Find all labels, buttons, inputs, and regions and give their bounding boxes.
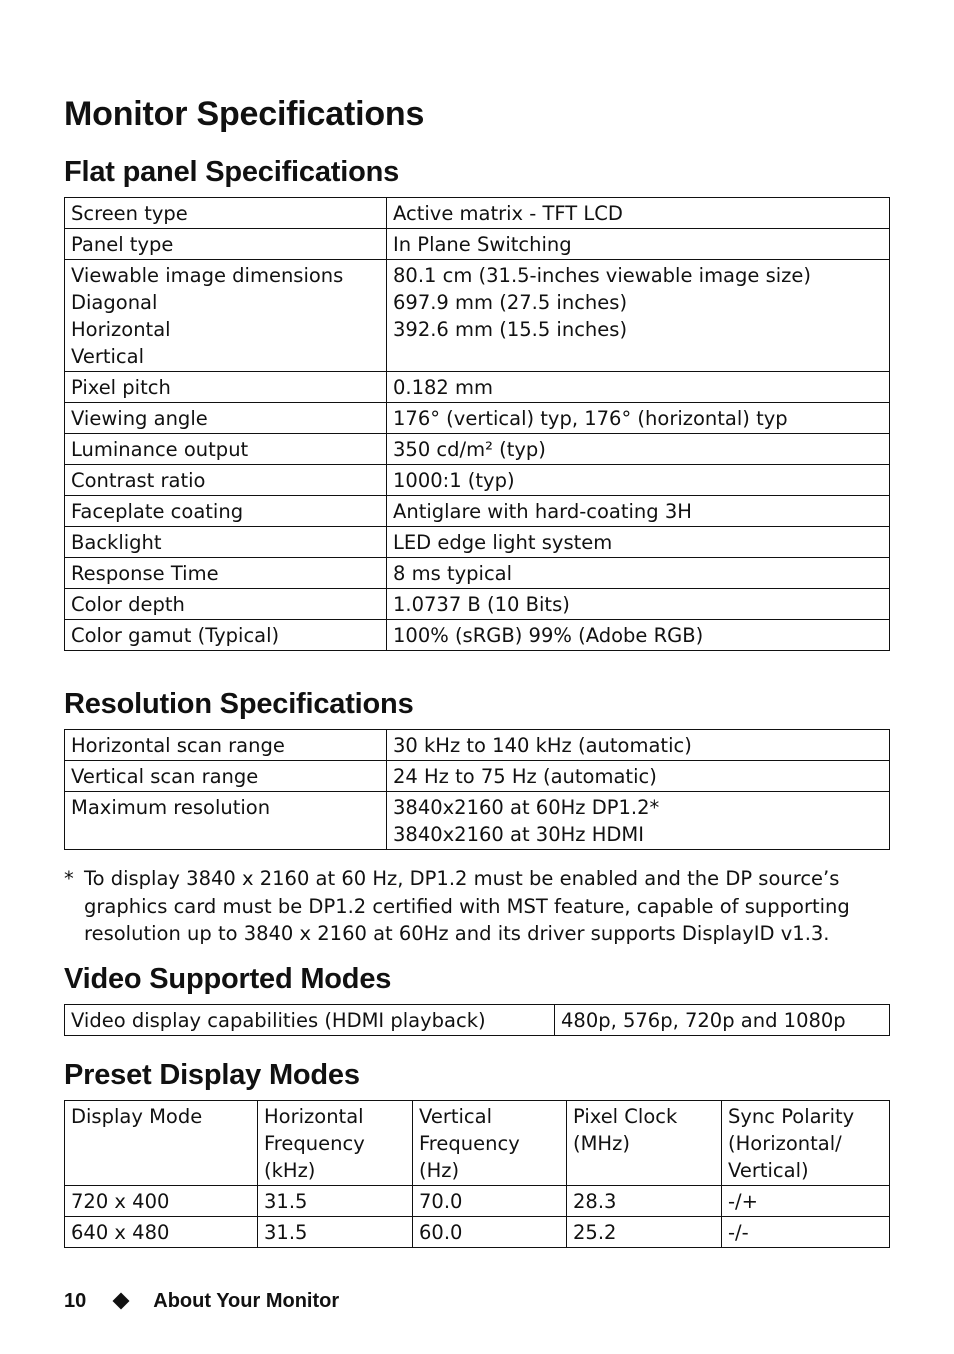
cell-text: (Horizontal/ — [728, 1132, 842, 1155]
spec-value-cell — [387, 792, 890, 850]
page-title: Monitor Specifications — [64, 95, 425, 133]
cell-text: Horizontal scan range — [71, 734, 285, 757]
footnote-line: graphics card must be DP1.2 certified with MST feature, capable of supporting — [84, 894, 850, 918]
cell-text: Frequency — [264, 1132, 365, 1155]
spec-label-cell — [65, 229, 387, 260]
table-cell: -/+ — [722, 1186, 890, 1217]
table-cell: -/- — [722, 1217, 890, 1248]
table-row — [65, 761, 890, 792]
spec-value-cell — [555, 1005, 890, 1036]
table-row — [65, 372, 890, 403]
spec-value-cell — [387, 527, 890, 558]
cell-text: 24 Hz to 75 Hz (automatic) — [393, 765, 657, 788]
cell-text: 8 ms typical — [393, 562, 513, 585]
table-row — [65, 620, 890, 651]
table-row — [65, 403, 890, 434]
table-cell: 31.5 — [258, 1217, 413, 1248]
spec-label-cell — [65, 558, 387, 589]
spec-value-cell — [387, 496, 890, 527]
cell-text: Color gamut (Typical) — [71, 624, 280, 647]
cell-text: 1000:1 (typ) — [393, 469, 515, 492]
spec-label-cell — [65, 527, 387, 558]
table-row — [65, 589, 890, 620]
resolution-heading: Resolution Specifications — [64, 688, 414, 720]
cell-text: Panel type — [71, 233, 174, 256]
table-cell: 28.3 — [567, 1186, 722, 1217]
cell-text: Faceplate coating — [71, 500, 244, 523]
spec-label-cell — [65, 730, 387, 761]
table-cell: 720 x 400 — [65, 1186, 258, 1217]
cell-text: Vertical — [419, 1105, 492, 1128]
spec-label-cell — [65, 198, 387, 229]
resolution-footnote — [64, 865, 894, 948]
footnote-line: resolution up to 3840 x 2160 at 60Hz and its driver supports DisplayID v1.3. — [84, 922, 830, 945]
cell-text: Viewable image dimensions — [71, 264, 344, 287]
table-row — [65, 527, 890, 558]
table-row — [65, 434, 890, 465]
cell-text: Vertical) — [728, 1159, 809, 1182]
flat-panel-table — [64, 197, 890, 651]
table-row — [65, 229, 890, 260]
spec-value-cell — [387, 229, 890, 260]
cell-text: Video display capabilities (HDMI playback) — [71, 1009, 486, 1032]
cell-text: 392.6 mm (15.5 inches) — [393, 318, 628, 341]
cell-text: Vertical — [71, 345, 144, 368]
cell-text: Contrast ratio — [71, 469, 206, 492]
cell-text: Horizontal — [71, 318, 171, 341]
cell-text: Active matrix - TFT LCD — [393, 202, 623, 225]
cell-text: Color depth — [71, 593, 185, 616]
table-row — [65, 1217, 890, 1248]
spec-label-cell — [65, 260, 387, 372]
spec-label-cell — [65, 403, 387, 434]
diamond-icon — [113, 1293, 130, 1310]
column-header-cell — [567, 1101, 722, 1186]
spec-value-cell — [387, 761, 890, 792]
cell-text: Diagonal — [71, 291, 158, 314]
spec-value-cell — [387, 465, 890, 496]
spec-label-cell — [65, 589, 387, 620]
spec-value-cell — [387, 730, 890, 761]
spec-label-cell — [65, 620, 387, 651]
cell-text: 30 kHz to 140 kHz (automatic) — [393, 734, 692, 757]
cell-text: Screen type — [71, 202, 188, 225]
video-modes-table — [64, 1004, 890, 1036]
cell-text: 350 cd/m² (typ) — [393, 438, 546, 461]
cell-text: Pixel Clock — [573, 1105, 678, 1128]
table-row — [65, 792, 890, 850]
spec-label-cell — [65, 1005, 555, 1036]
column-header-cell — [258, 1101, 413, 1186]
spec-value-cell — [387, 620, 890, 651]
spec-label-cell — [65, 434, 387, 465]
cell-text: In Plane Switching — [393, 233, 572, 256]
table-row — [65, 1005, 890, 1036]
footnote-marker: * — [64, 867, 74, 890]
spec-value-cell — [387, 403, 890, 434]
cell-text: Frequency — [419, 1132, 520, 1155]
page-footer — [64, 1287, 339, 1315]
cell-text: LED edge light system — [393, 531, 613, 554]
cell-text: (MHz) — [573, 1132, 630, 1155]
cell-text: (kHz) — [264, 1159, 316, 1182]
cell-text: Response Time — [71, 562, 219, 585]
spec-value-cell — [387, 372, 890, 403]
column-header-cell — [722, 1101, 890, 1186]
spec-label-cell — [65, 496, 387, 527]
cell-text: 480p, 576p, 720p and 1080p — [561, 1009, 846, 1032]
resolution-table — [64, 729, 890, 850]
table-row — [65, 496, 890, 527]
spec-value-cell — [387, 198, 890, 229]
cell-text: 80.1 cm (31.5-inches viewable image size) — [393, 264, 812, 287]
table-row — [65, 730, 890, 761]
table-cell: 31.5 — [258, 1186, 413, 1217]
table-row — [65, 260, 890, 372]
spec-label-cell — [65, 465, 387, 496]
cell-text: 100% (sRGB) 99% (Adobe RGB) — [393, 624, 704, 647]
table-row — [65, 558, 890, 589]
table-cell: 60.0 — [413, 1217, 567, 1248]
cell-text: 0.182 mm — [393, 376, 494, 399]
preset-modes-table — [64, 1100, 890, 1248]
cell-text: Backlight — [71, 531, 162, 554]
table-cell: 70.0 — [413, 1186, 567, 1217]
cell-text: 3840x2160 at 60Hz DP1.2* — [393, 796, 660, 819]
preset-modes-heading: Preset Display Modes — [64, 1059, 360, 1091]
table-row — [65, 198, 890, 229]
cell-text: 1.0737 B (10 Bits) — [393, 593, 570, 616]
cell-text: 697.9 mm (27.5 inches) — [393, 291, 628, 314]
cell-text: Display Mode — [71, 1105, 203, 1128]
table-header-row — [65, 1101, 890, 1186]
cell-text: Sync Polarity — [728, 1105, 855, 1128]
cell-text: Antiglare with hard-coating 3H — [393, 500, 692, 523]
cell-text: Horizontal — [264, 1105, 364, 1128]
table-row — [65, 1186, 890, 1217]
table-row — [65, 465, 890, 496]
flat-panel-heading: Flat panel Specifications — [64, 156, 400, 188]
spec-value-cell — [387, 434, 890, 465]
column-header-cell — [65, 1101, 258, 1186]
footnote-line: To display 3840 x 2160 at 60 Hz, DP1.2 must be enabled and the DP source’s — [84, 867, 840, 890]
spec-value-cell — [387, 558, 890, 589]
cell-text: 176° (vertical) typ, 176° (horizontal) typ — [393, 407, 788, 430]
cell-text: Vertical scan range — [71, 765, 259, 788]
spec-label-cell — [65, 792, 387, 850]
spec-value-cell — [387, 260, 890, 372]
page-number: 10 — [64, 1290, 87, 1312]
column-header-cell — [413, 1101, 567, 1186]
spec-label-cell — [65, 372, 387, 403]
footer-section-title: About Your Monitor — [153, 1290, 340, 1312]
cell-text: Viewing angle — [71, 407, 208, 430]
spec-label-cell — [65, 761, 387, 792]
video-modes-heading: Video Supported Modes — [64, 963, 392, 995]
cell-text: Luminance output — [71, 438, 249, 461]
cell-text: 3840x2160 at 30Hz HDMI — [393, 823, 644, 846]
table-cell: 640 x 480 — [65, 1217, 258, 1248]
cell-text: Maximum resolution — [71, 796, 271, 819]
spec-value-cell — [387, 589, 890, 620]
table-cell: 25.2 — [567, 1217, 722, 1248]
cell-text: Pixel pitch — [71, 376, 171, 399]
cell-text: (Hz) — [419, 1159, 460, 1182]
